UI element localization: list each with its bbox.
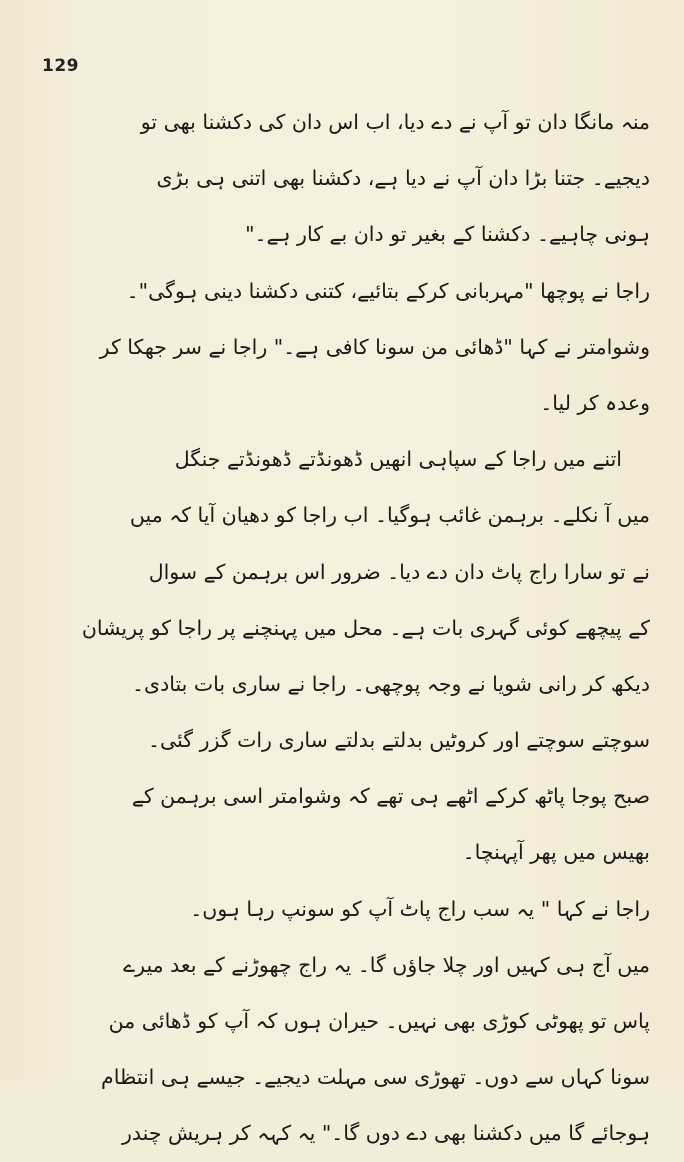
text-line: منہ مانگا دان تو آپ نے دے دیا، اب اس دان کی دکشنا بھی تو: [140, 110, 650, 134]
text-line: دیجیے۔ جتنا بڑا دان آپ نے دیا ہے، دکشنا بھی اتنی ہی بڑی: [156, 166, 650, 191]
text-line: وعدہ کر لیا۔: [540, 390, 650, 415]
text-line: کے پیچھے کوئی گہری بات ہے۔ محل میں پہنچنے پر راجا کو پریشان: [81, 615, 650, 640]
page-number: 129: [42, 56, 79, 76]
text-line: پاس تو پھوٹی کوڑی بھی نہیں۔ حیران ہوں کہ آپ کو ڈھائی من: [108, 1009, 650, 1033]
text-line: راجا نے پوچھا "مہربانی کرکے بتائیے، کتنی دکشنا دینی ہوگی"۔: [126, 278, 650, 303]
text-line: دیکھ کر رانی شویا نے وجہ پوچھی۔ راجا نے ساری بات بتادی۔: [132, 671, 650, 696]
text-line: ہوجائے گا میں دکشنا بھی دے دوں گا۔" یہ کہہ کر ہریش چندر: [122, 1121, 650, 1146]
text-line: سوچتے سوچتے اور کروٹیں بدلتے بدلتے ساری رات گزر گئی۔: [148, 728, 650, 753]
text-line: سونا کہاں سے دوں۔ تھوڑی سی مہلت دیجیے۔ جیسے ہی انتظام: [101, 1065, 650, 1090]
text-line: وشوامتر نے کہا "ڈھائی من سونا کافی ہے۔" راجا نے سر جھکا کر: [99, 334, 650, 359]
text-line: صبح پوجا پاٹھ کرکے اٹھے ہی تھے کہ وشوامتر اسی برہمن کے: [131, 784, 650, 809]
text-line: میں آ نکلے۔ برہمن غائب ہوگیا۔ اب راجا کو دھیان آیا کہ میں: [129, 503, 650, 528]
text-line: میں آج ہی کہیں اور چلا جاؤں گا۔ یہ راج چھوڑنے کے بعد میرے: [123, 952, 650, 977]
text-line: نے تو سارا راج پاٹ دان دے دیا۔ ضرور اس برہمن کے سوال: [148, 559, 650, 584]
text-line: بھیس میں پھر آپہنچا۔: [462, 840, 650, 865]
urdu-text-body: [38, 94, 650, 1162]
text-line: ہونی چاہیے۔ دکشنا کے بغیر تو دان بے کار ہے۔": [245, 222, 650, 247]
text-line: اتنے میں راجا کے سپاہی انھیں ڈھونڈتے ڈھونڈتے جنگل: [174, 447, 622, 472]
text-line: راجا نے کہا " یہ سب راج پاٹ آپ کو سونپ رہا ہوں۔: [190, 896, 650, 921]
